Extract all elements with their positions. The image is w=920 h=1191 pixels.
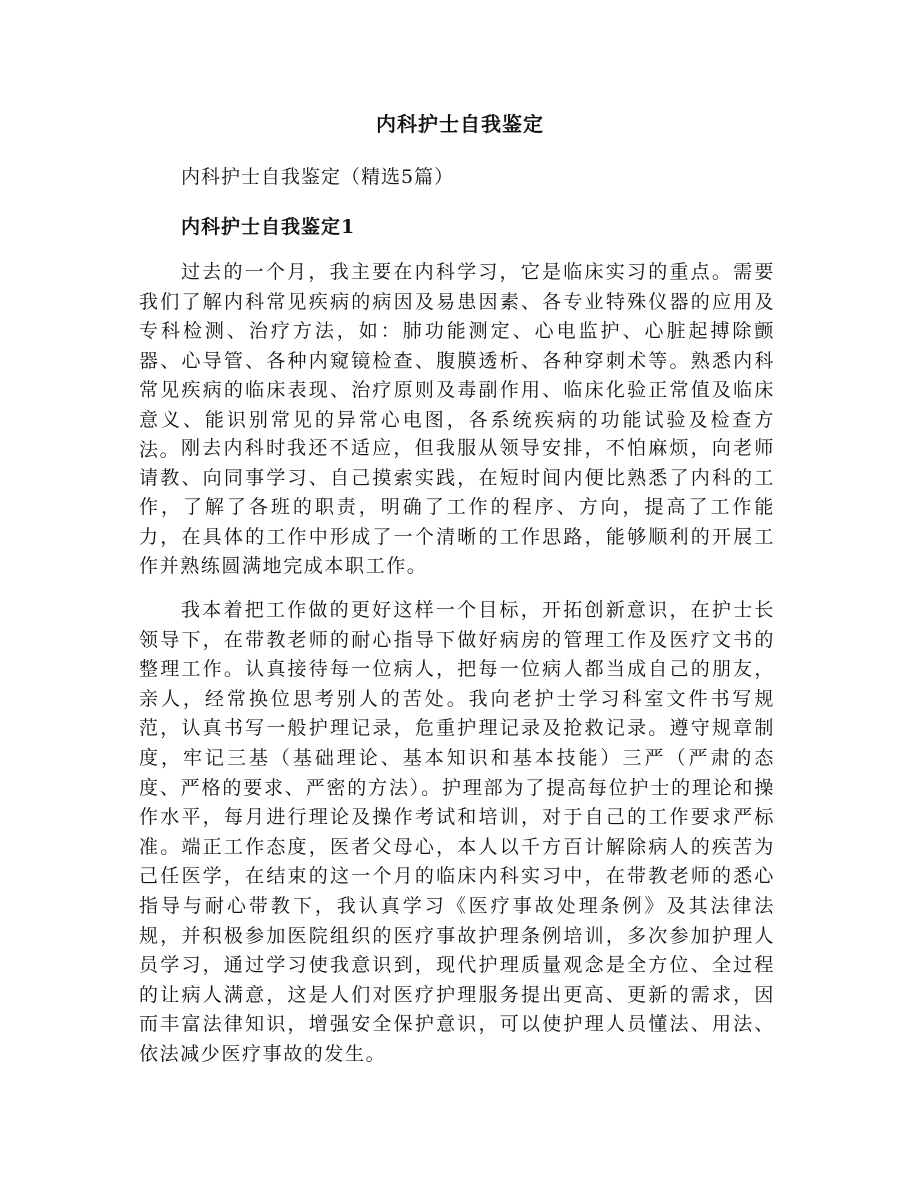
document-title: 内科护士自我鉴定	[376, 112, 544, 136]
section-heading: 内科护士自我鉴定1	[181, 216, 356, 238]
paragraph-1: 过去的一个月，我主要在内科学习，它是临床实习的重点。需要我们了解内科常见疾病的病因及易患因素、各专业特殊仪器的应用及专科检测、治疗方法，如：肺功能测定、心电监护、心脏起搏除颤器、心导管、各种内窥镜检查、腹膜透析、各种穿刺术等。熟悉内科常见疾病的临床表现、治疗原则及毒副作用、临床化验正常值及临床意义、能识别常见的异常心电图，各系统疾病的功能试验及检查方法。	[139, 261, 775, 461]
document-subtitle: 内科护士自我鉴定（精选5篇）	[181, 166, 455, 188]
paragraph-2: 刚去内科时我还不适应，但我服从领导安排，不怕麻烦，向老师请教、向同事学习、自己摸索实践，在短时间内便比熟悉了内科的工作，了解了各班的职责，明确了工作的程序、方向，提高了工作能力，在具体的工作中形成了一个清晰的工作思路，能够顺利的开展工作并熟练圆满地完成本职工作。	[139, 437, 775, 578]
paragraph-3: 我本着把工作做的更好这样一个目标，开拓创新意识，在护士长领导下，在带教老师的耐心指导下做好病房的管理工作及医疗文书的整理工作。认真接待每一位病人，把每一位病人都当成自己的朋友，亲人，经常换位思考别人的苦处。我向老护士学习科室文件书写规范，认真书写一般护理记录，危重护理记录及抢救记录。遵守规章制度，牢记三基（基础理论、基本知识和基本技能）三严（严肃的态度、严格的要求、严密的方法）。护理部为了提高每位护士的理论和操作水平，每月进行理论及操作考试和培训，对于自己的工作要求严标准。端正工作态度，医者父母心，本人以千方百计解除病人的疾苦为己任医学，在结束的这一个月的临床内科实习中，在带教老师的悉心指导与耐心带教下，我认真学习《医疗事故处理条例》及其法律法规，并积极参加医院组织的医疗事故护理条例培训，多次参加护理人员学习，通过学习使我意识到，现代护理质量观念是全方位、全过程的让病人满意，这是人们对医疗护理服务提出更高、更新的需求，因而丰富法律知识，增强安全保护意识，可以使护理人员懂法、用法、依法减少医疗事故的发生。	[139, 599, 775, 1065]
